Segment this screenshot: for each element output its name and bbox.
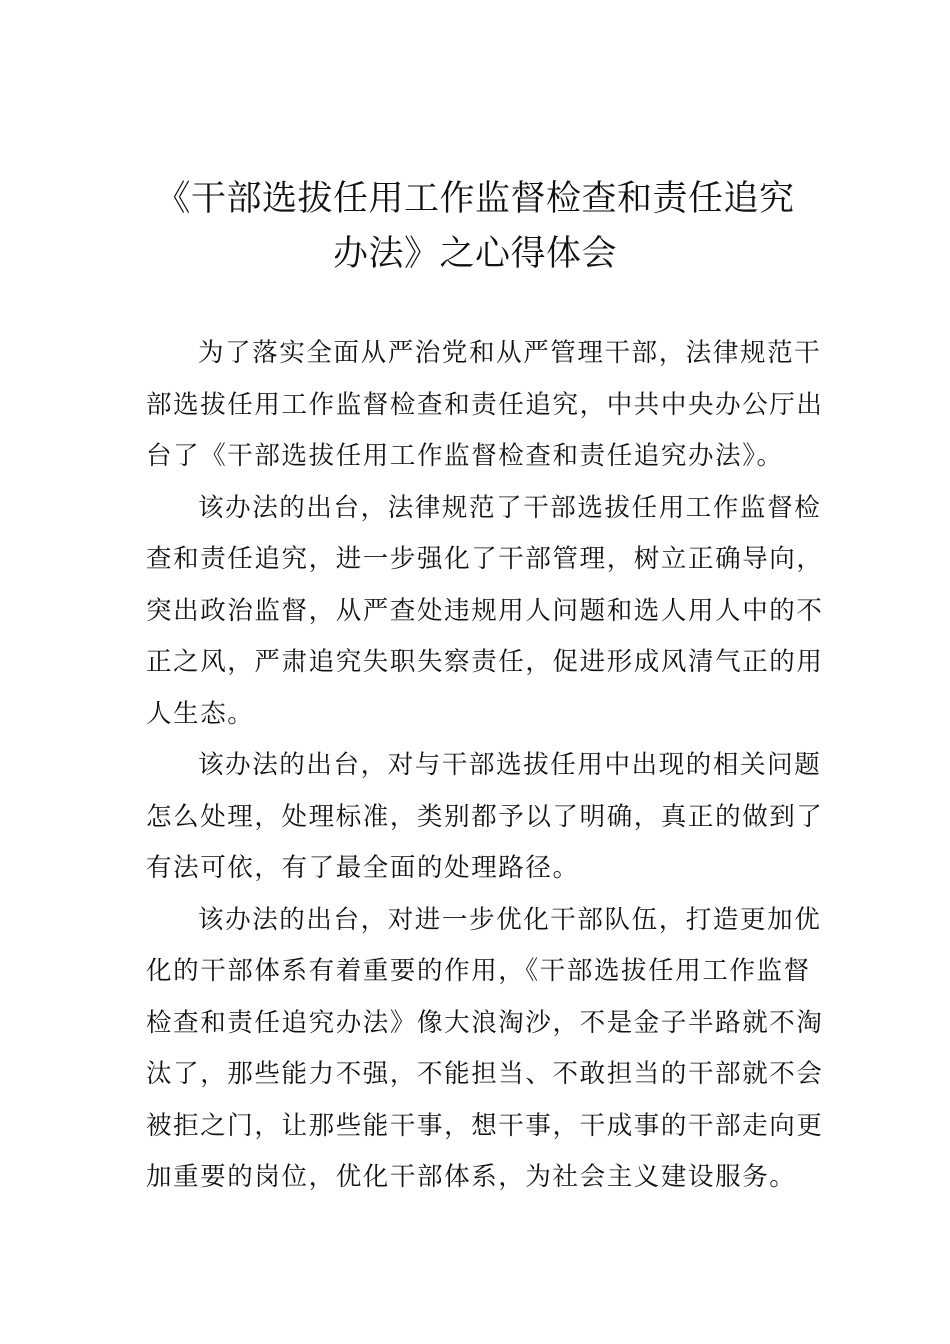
paragraph-line: 突出政治监督，从严查处违规用人问题和选人用人中的不 xyxy=(146,595,824,626)
paragraph-line: 台了《干部选拔任用工作监督检查和责任追究办法》。 xyxy=(146,441,784,471)
paragraph-line: 怎么处理，处理标准，类别都予以了明确，真正的做到了 xyxy=(146,801,824,832)
document-title xyxy=(140,172,810,282)
paragraph-line: 人生态。 xyxy=(146,698,255,729)
paragraph-line: 化的干部体系有着重要的作用，《干部选拔任用工作监督 xyxy=(146,956,811,986)
paragraph-line: 该办法的出台，对进一步优化干部队伍，打造更加优 xyxy=(198,904,822,935)
paragraph-1 xyxy=(146,328,824,483)
paragraph-line: 该办法的出台，法律规范了干部选拔任用工作监督检 xyxy=(198,492,822,523)
document-body xyxy=(146,328,824,1204)
paragraph-line: 部选拔任用工作监督检查和责任追究，中共中央办公厅出 xyxy=(146,389,824,420)
paragraph-line: 检查和责任追究办法》像大浪淘沙，不是金子半路就不淘 xyxy=(146,1007,824,1038)
paragraph-3 xyxy=(146,740,824,895)
paragraph-line: 查和责任追究，进一步强化了干部管理，树立正确导向， xyxy=(146,544,824,574)
paragraph-2 xyxy=(146,483,824,741)
paragraph-line: 被拒之门，让那些能干事，想干事，干成事的干部走向更 xyxy=(146,1110,824,1141)
paragraph-line: 该办法的出台，对与干部选拔任用中出现的相关问题 xyxy=(198,750,822,780)
paragraph-4 xyxy=(146,895,824,1204)
title-line: 《干部选拔任用工作监督检查和责任追究 xyxy=(155,179,795,219)
paragraph-line: 有法可依，有了最全面的处理路径。 xyxy=(146,853,580,883)
paragraph-line: 正之风，严肃追究失职失察责任，促进形成风清气正的用 xyxy=(146,647,824,677)
paragraph-line: 为了落实全面从严治党和从严管理干部，法律规范干 xyxy=(198,338,822,368)
paragraph-line: 加重要的岗位，优化干部体系，为社会主义建设服务。 xyxy=(146,1162,797,1192)
paragraph-line: 汰了，那些能力不强，不能担当、不敢担当的干部就不会 xyxy=(146,1059,824,1089)
title-line: 办法》之心得体会 xyxy=(332,234,617,274)
